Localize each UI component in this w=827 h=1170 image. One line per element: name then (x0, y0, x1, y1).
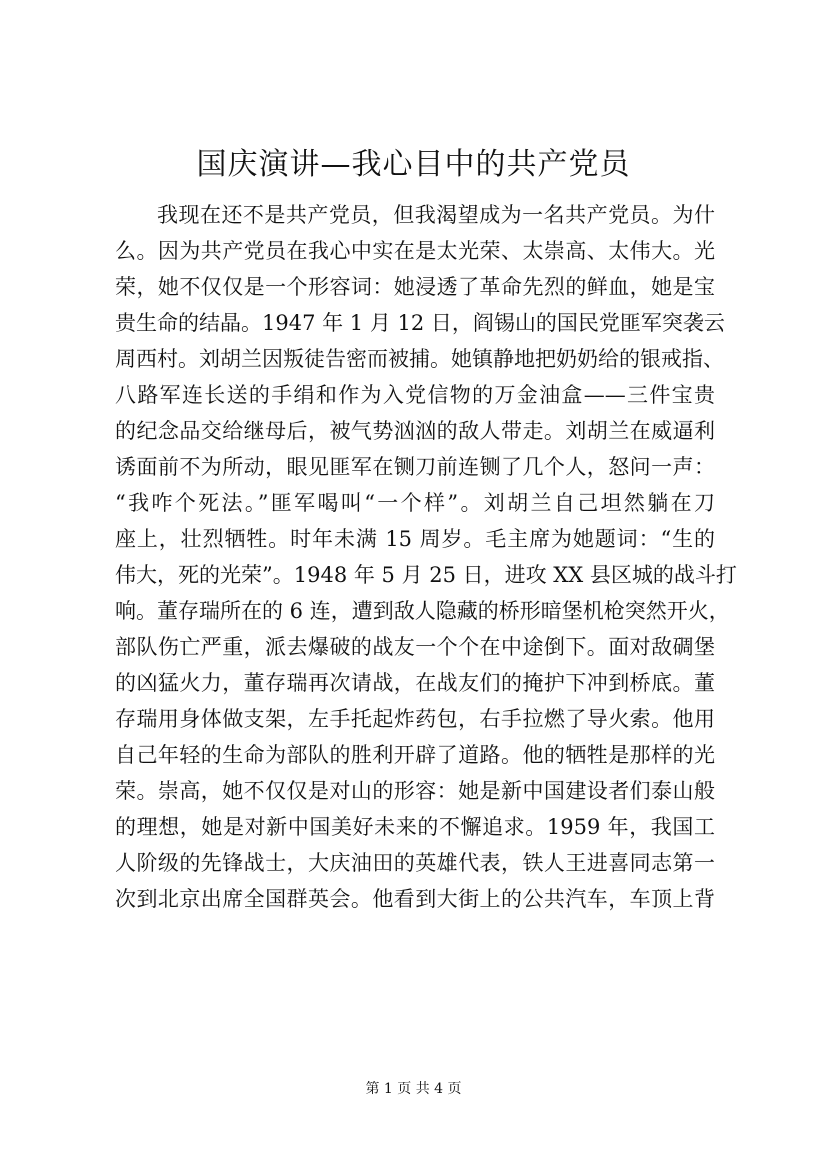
body-line: 荣，她不仅仅是一个形容词：她浸透了革命先烈的鲜血，她是宝 (115, 275, 715, 299)
body-line: 部队伤亡严重，派去爆破的战友一个个在中途倒下。面对敌碉堡 (115, 635, 715, 659)
page-number-footer: 第 1 页 共 4 页 (365, 1081, 462, 1097)
body-line: “我咋个死法。”匪军喝叫“一个样”。刘胡兰自己坦然躺在刀 (115, 491, 715, 515)
document-title: 国庆演讲—我心目中的共产党员 (196, 147, 631, 182)
body-line: 的理想，她是对新中国美好未来的不懈追求。1959 年，我国工 (115, 815, 715, 839)
body-line: 座上，壮烈牺牲。时年未满 15 周岁。毛主席为她题词：“生的 (115, 527, 715, 551)
body-line: 诱面前不为所动，眼见匪军在铡刀前连铡了几个人，怒问一声： (115, 455, 715, 479)
document-body (115, 197, 737, 917)
body-line: 八路军连长送的手绢和作为入党信物的万金油盒——三件宝贵 (115, 383, 715, 407)
body-line: 周西村。刘胡兰因叛徒告密而被捕。她镇静地把奶奶给的银戒指、 (115, 347, 724, 371)
body-line: 人阶级的先锋战士，大庆油田的英雄代表，铁人王进喜同志第一 (115, 851, 715, 875)
body-line: 的凶猛火力，董存瑞再次请战，在战友们的掩护下冲到桥底。董 (115, 671, 715, 695)
body-line: 次到北京出席全国群英会。他看到大街上的公共汽车，车顶上背 (115, 887, 715, 911)
body-line: 贵生命的结晶。1947 年 1 月 12 日，阎锡山的国民党匪军突袭云 (115, 311, 725, 335)
body-line: 伟大，死的光荣”。1948 年 5 月 25 日，进攻 XX 县区城的战斗打 (115, 563, 737, 587)
body-line: 么。因为共产党员在我心中实在是太光荣、太崇高、太伟大。光 (115, 239, 715, 263)
body-line: 荣。崇高，她不仅仅是对山的形容：她是新中国建设者们泰山般 (115, 779, 715, 803)
body-line: 存瑞用身体做支架，左手托起炸药包，右手拉燃了导火索。他用 (115, 707, 715, 731)
body-line: 响。董存瑞所在的 6 连，遭到敌人隐藏的桥形暗堡机枪突然开火， (115, 599, 730, 623)
body-line: 的纪念品交给继母后，被气势汹汹的敌人带走。刘胡兰在威逼利 (115, 419, 715, 443)
body-line: 我现在还不是共产党员，但我渴望成为一名共产党员。为什 (157, 203, 715, 227)
body-line: 自己年轻的生命为部队的胜利开辟了道路。他的牺牲是那样的光 (115, 743, 715, 767)
